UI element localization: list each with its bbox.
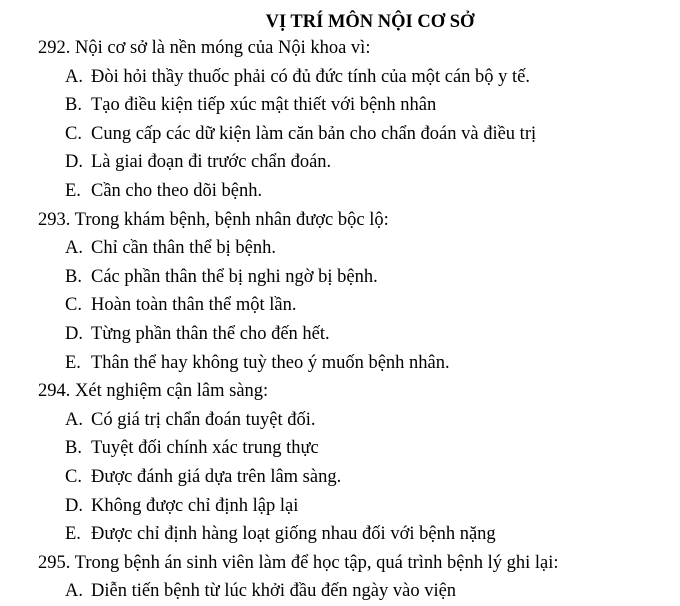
option-letter: C. [65,123,82,144]
option-letter: B. [65,95,82,116]
answer-option [0,406,680,435]
answer-option [0,91,680,120]
option-letter: E. [65,524,81,545]
option-text: Đòi hỏi thầy thuốc phải có đủ đức tính của một cán bộ y tế. [91,66,531,87]
question-292 [0,34,680,206]
question-stem: 292. Nội cơ sở là nền móng của Nội khoa vì: [38,38,371,58]
option-text: Là giai đoạn đi trước chẩn đoán. [91,152,332,173]
option-text: Hoàn toàn thân thể một lần. [91,295,297,316]
question-stem: 293. Trong khám bệnh, bệnh nhân được bộc lộ: [38,209,389,230]
answer-option [0,520,680,549]
option-text: Diễn tiến bệnh từ lúc khởi đầu đến ngày vào viện [91,581,457,602]
answer-option [0,177,680,206]
question-list [0,34,680,606]
option-letter: A. [65,581,83,602]
option-letter: E. [65,352,81,373]
question-293 [0,206,680,378]
document-title: VỊ TRÍ MÔN NỘI CƠ SỞ [265,12,475,32]
option-text: Được đánh giá dựa trên lâm sàng. [91,466,342,487]
answer-option [0,577,680,606]
option-letter: B. [65,266,82,287]
option-text: Tuyệt đối chính xác trung thực [91,438,319,459]
answer-option [0,492,680,521]
option-text: Chỉ cần thân thể bị bệnh. [91,238,276,259]
option-text: Các phần thân thể bị nghi ngờ bị bệnh. [91,266,378,287]
question-295 [0,549,680,606]
answer-option [0,120,680,149]
answer-option [0,148,680,177]
answer-option [0,291,680,320]
answer-option [0,320,680,349]
answer-option [0,63,680,92]
option-letter: D. [65,152,83,173]
question-294 [0,377,680,549]
option-text: Không được chỉ định lập lại [91,495,299,516]
answer-option [0,349,680,378]
option-letter: A. [65,409,83,430]
option-letter: C. [65,295,82,316]
option-text: Từng phần thân thể cho đến hết. [91,323,330,344]
option-text: Tạo điều kiện tiếp xúc mật thiết với bệnh nhân [91,95,437,116]
option-letter: C. [65,466,82,487]
question-stem: 294. Xét nghiệm cận lâm sàng: [38,381,269,402]
option-text: Cung cấp các dữ kiện làm căn bản cho chẩn đoán và điều trị [91,123,537,144]
answer-option [0,263,680,292]
option-letter: B. [65,438,82,459]
option-text: Có giá trị chẩn đoán tuyệt đối. [91,409,316,430]
answer-option [0,434,680,463]
option-letter: D. [65,323,83,344]
option-text: Cần cho theo dõi bệnh. [91,180,263,201]
option-letter: A. [65,238,83,259]
option-letter: E. [65,180,81,201]
option-text: Thân thể hay không tuỳ theo ý muốn bệnh nhân. [91,352,450,373]
option-letter: D. [65,495,83,516]
answer-option [0,463,680,492]
answer-option [0,234,680,263]
option-letter: A. [65,66,83,87]
option-text: Được chỉ định hàng loạt giống nhau đối với bệnh nặng [91,524,496,545]
question-stem: 295. Trong bệnh án sinh viên làm để học tập, quá trình bệnh lý ghi lại: [38,552,559,573]
